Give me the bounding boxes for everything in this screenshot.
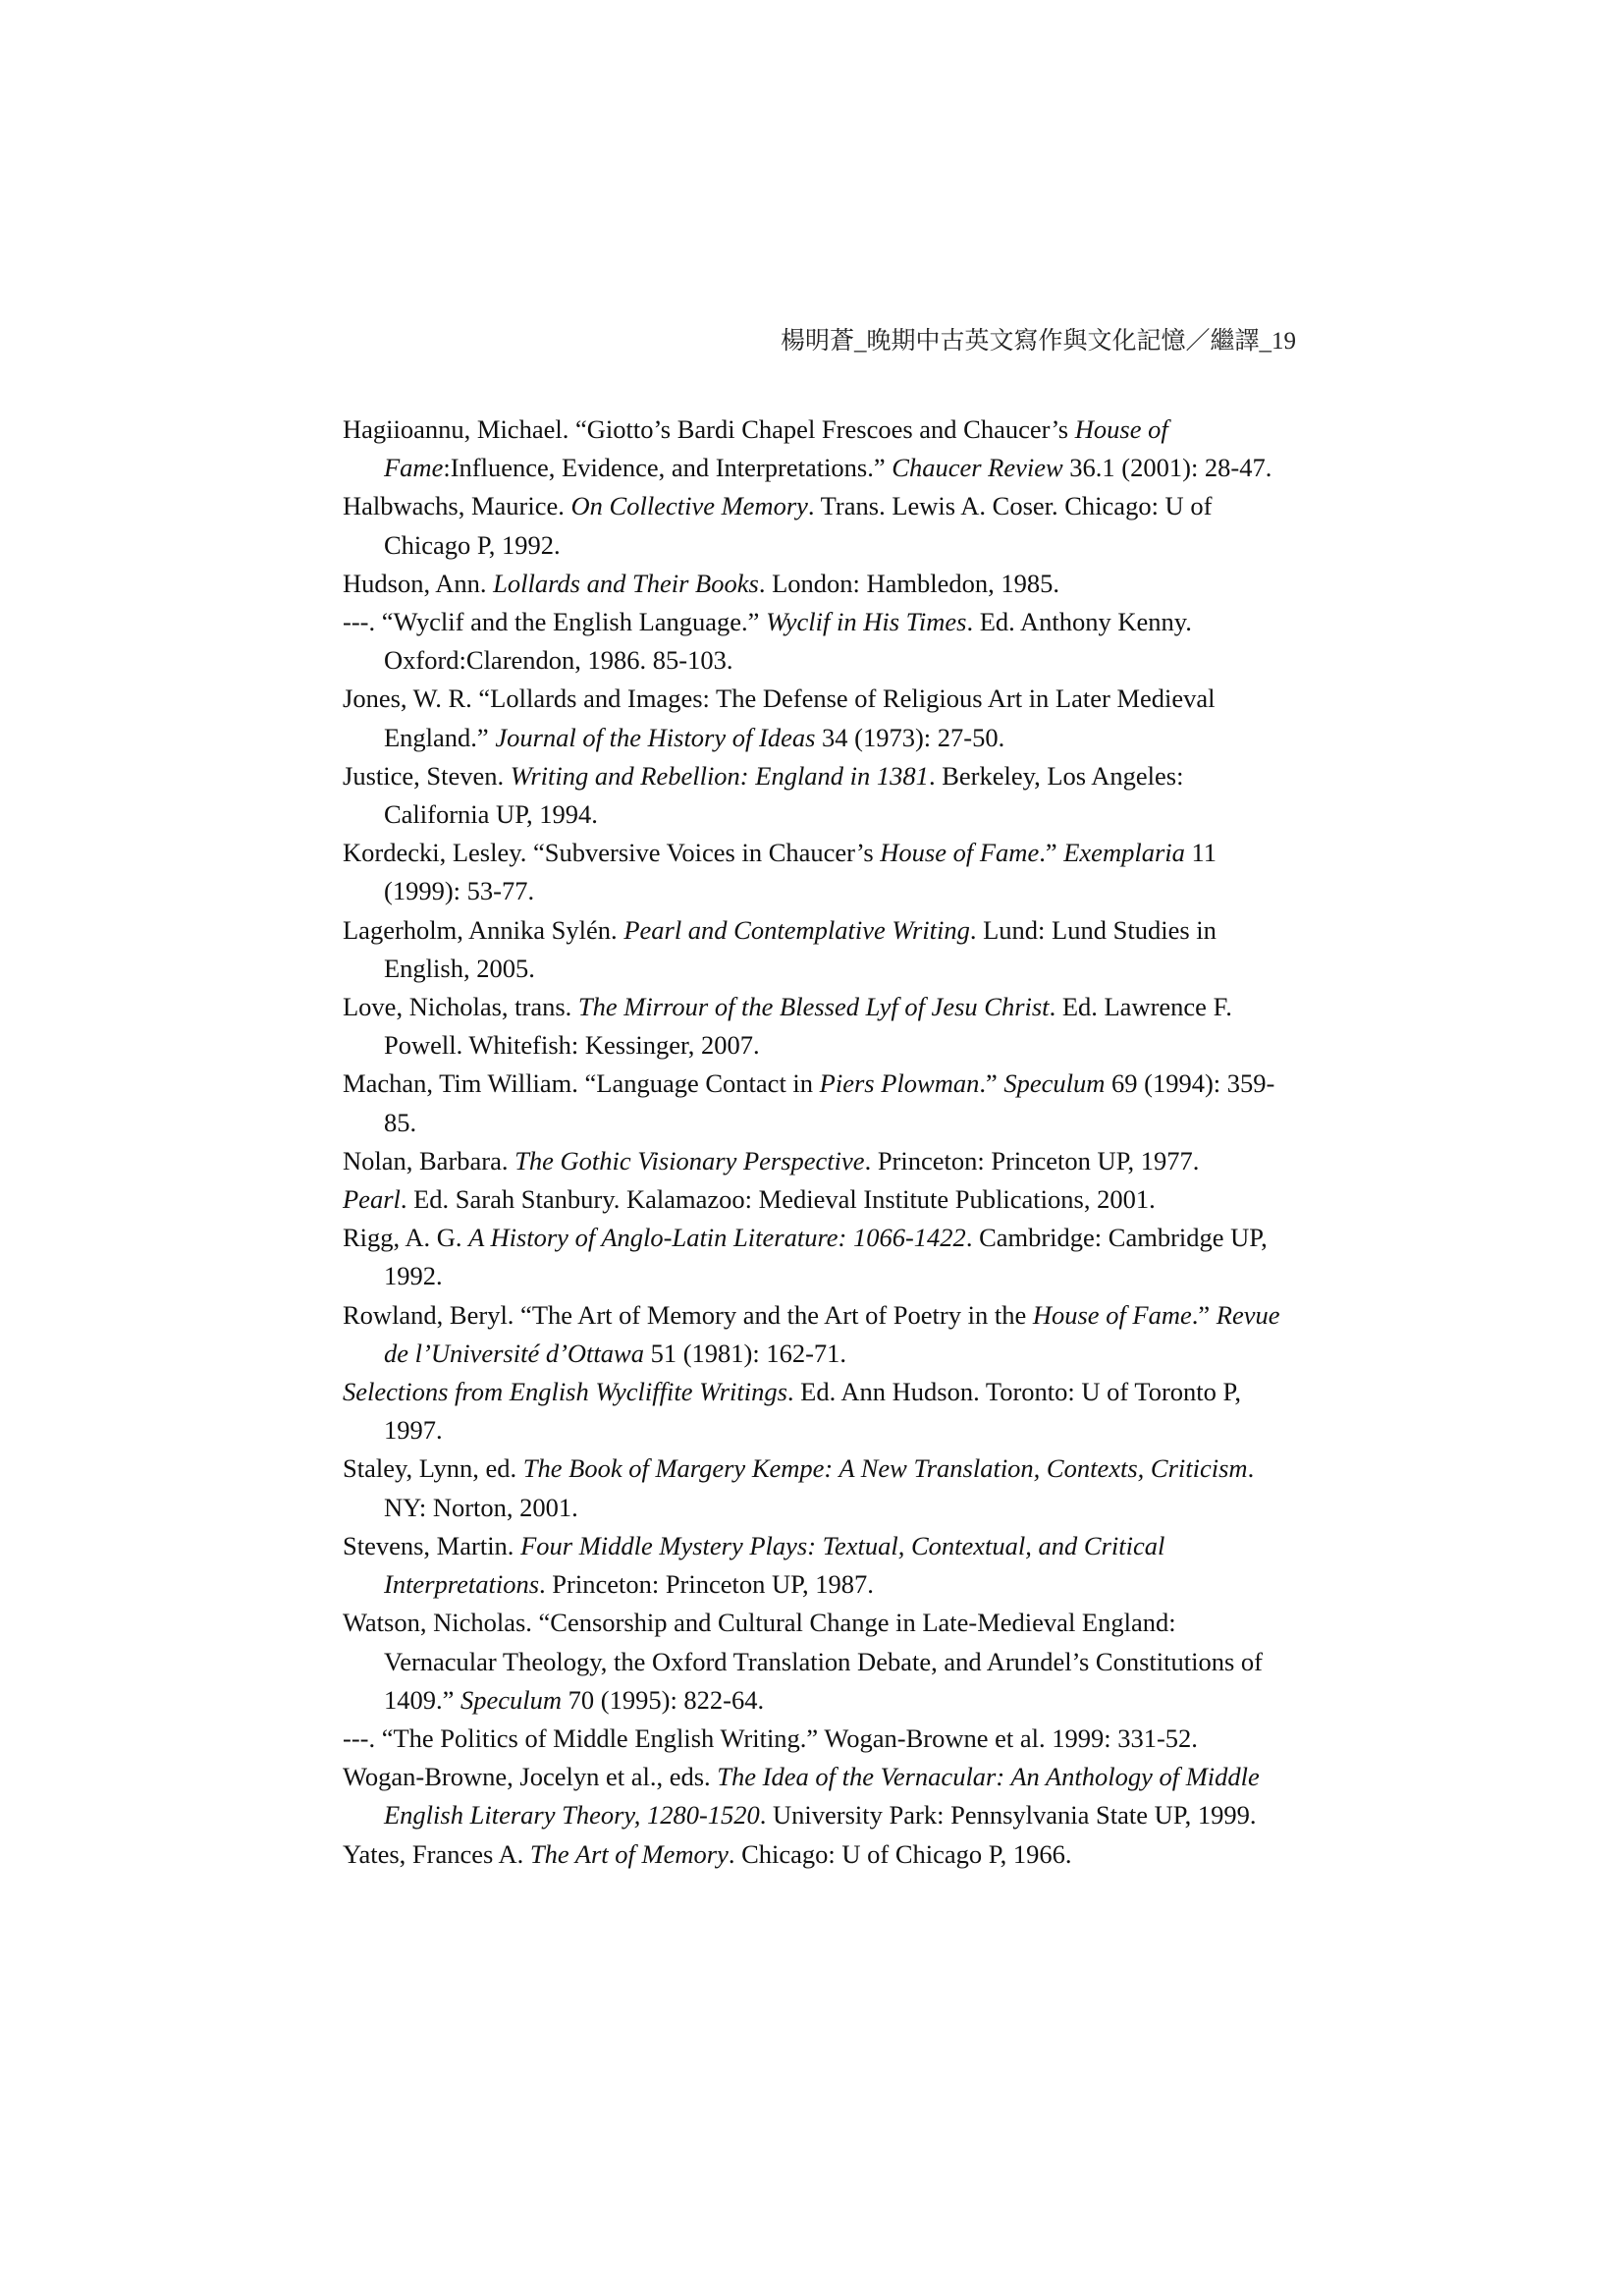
entry-text: Jones, W. R. “Lollards and Images: The Defense of Religious Art in Later Medieval England.” [343, 683, 1216, 752]
entry-text: . Ed. Ann Hudson. Toronto: U of Toronto P, 1997. [384, 1377, 1241, 1446]
entry-text: Wogan-Browne, Jocelyn et al., eds. [343, 1762, 718, 1792]
entry-title-italic: House of Fame [384, 414, 1168, 483]
entry-text: . NY: Norton, 2001. [384, 1453, 1255, 1522]
entry-text: 34 (1973): 27-50. [815, 722, 1005, 752]
entry-text: . Lund: Lund Studies in English, 2005. [384, 914, 1217, 983]
entry-text: ---. “Wyclif and the English Language.” [343, 607, 767, 637]
entry-title-italic: Speculum [1003, 1068, 1106, 1099]
entry-title-italic: The Mirrour of the Blessed Lyf of Jesu Christ [577, 992, 1050, 1022]
entry-title-italic: Selections from English Wycliffite Writings [343, 1377, 787, 1407]
entry-text: . University Park: Pennsylvania State UP, 1999. [759, 1800, 1257, 1831]
entry-title-italic: Four Middle Mystery Plays: Textual, Contextual, and Critical Interpretations [384, 1530, 1165, 1600]
entry-text: . Ed. Anthony Kenny. Oxford:Clarendon, 1986. 85-103. [384, 607, 1192, 676]
bibliography-entry [343, 1180, 1291, 1219]
entry-text: 69 (1994): 359-85. [384, 1068, 1275, 1137]
entry-text: . Chicago: U of Chicago P, 1966. [728, 1838, 1072, 1869]
entry-text: :Influence, Evidence, and Interpretations.” [443, 453, 893, 483]
entry-title-italic: The Art of Memory [529, 1838, 729, 1869]
entry-text: Nolan, Barbara. [343, 1145, 515, 1175]
bibliography-entry [343, 1142, 1291, 1180]
entry-title-italic: House of Fame [1032, 1299, 1192, 1330]
bibliography-entry [343, 1065, 1291, 1141]
bibliography-entry [343, 834, 1291, 910]
entry-text: 51 (1981): 162-71. [643, 1338, 847, 1368]
entry-title-italic: The Idea of the Vernacular: An Anthology of Middle English Literary Theory, 1280-1520 [384, 1762, 1260, 1831]
entry-text: . Princeton: Princeton UP, 1977. [864, 1145, 1200, 1175]
entry-text: Hudson, Ann. [343, 568, 494, 598]
entry-title-italic: Exemplaria [1063, 838, 1185, 868]
entry-text: .” [1191, 1299, 1217, 1330]
entry-title-italic: A History of Anglo-Latin Literature: 1066-1422 [468, 1223, 966, 1253]
bibliography-entry [343, 487, 1291, 564]
entry-title-italic: House of Fame [880, 838, 1040, 868]
entry-text: 11 (1999): 53-77. [384, 838, 1217, 906]
entry-title-italic: Lollards and Their Books [493, 568, 759, 598]
bibliography-entry [343, 988, 1291, 1065]
entry-title-italic: Journal of the History of Ideas [495, 722, 816, 752]
entry-title-italic: On Collective Memory [570, 491, 808, 521]
entry-text: Rigg, A. G. [343, 1223, 469, 1253]
bibliography-entry [343, 1527, 1291, 1604]
entry-text: Rowland, Beryl. “The Art of Memory and the Art of Poetry in the [343, 1299, 1033, 1330]
entry-title-italic: The Book of Margery Kempe: A New Translation, Contexts, Criticism [522, 1453, 1248, 1484]
entry-text: Halbwachs, Maurice. [343, 491, 571, 521]
bibliography-entry [343, 911, 1291, 988]
entry-text: . Princeton: Princeton UP, 1987. [539, 1569, 874, 1600]
entry-title-italic: Wyclif in His Times [766, 607, 967, 637]
entry-text: . Ed. Lawrence F. Powell. Whitefish: Kessinger, 2007. [384, 992, 1232, 1061]
running-header: 楊明蒼_晚期中古英文寫作與文化記憶／繼譯_19 [780, 328, 1296, 355]
bibliography-entry [343, 1758, 1291, 1834]
bibliography-entry [343, 565, 1291, 603]
entry-text: 70 (1995): 822-64. [562, 1684, 765, 1715]
bibliography-entry [343, 1373, 1291, 1449]
entry-text: Machan, Tim William. “Language Contact in [343, 1068, 820, 1099]
entry-text: . London: Hambledon, 1985. [758, 568, 1059, 598]
entry-text: .” [979, 1068, 1004, 1099]
entry-text: ---. “The Politics of Middle English Writing.” Wogan-Browne et al. 1999: 331-52. [343, 1722, 1198, 1753]
entry-text: Kordecki, Lesley. “Subversive Voices in Chaucer’s [343, 838, 881, 868]
entry-title-italic: Pearl and Contemplative Writing [623, 914, 970, 945]
bibliography-entry [343, 1720, 1291, 1758]
entry-text: Hagiioannu, Michael. “Giotto’s Bardi Chapel Frescoes and Chaucer’s [343, 414, 1075, 444]
bibliography-entry [343, 1604, 1291, 1720]
bibliography-list [343, 410, 1291, 1874]
bibliography-entry [343, 1835, 1291, 1874]
entry-text: . Ed. Sarah Stanbury. Kalamazoo: Medieval Institute Publications, 2001. [400, 1184, 1156, 1215]
entry-text: Watson, Nicholas. “Censorship and Cultural Change in Late-Medieval England: Vernacular Theology, the Oxford Translation Debate, and Arundel’s Constitutions of 1409.” [343, 1608, 1263, 1715]
entry-title-italic: Pearl [343, 1184, 401, 1215]
entry-title-italic: The Gothic Visionary Perspective [514, 1145, 865, 1175]
entry-title-italic: Writing and Rebellion: England in 1381 [510, 760, 929, 791]
bibliography-entry [343, 1296, 1291, 1373]
entry-title-italic: Piers Plowman [819, 1068, 980, 1099]
entry-text: 36.1 (2001): 28-47. [1062, 453, 1272, 483]
entry-text: .” [1039, 838, 1064, 868]
entry-text: Justice, Steven. [343, 760, 511, 791]
bibliography-entry [343, 757, 1291, 834]
entry-title-italic: Speculum [460, 1684, 563, 1715]
bibliography-entry [343, 1219, 1291, 1295]
entry-text: Love, Nicholas, trans. [343, 992, 578, 1022]
entry-text: Staley, Lynn, ed. [343, 1453, 523, 1484]
entry-text: . Cambridge: Cambridge UP, 1992. [384, 1223, 1268, 1291]
entry-text: Stevens, Martin. [343, 1530, 521, 1560]
entry-text: . Trans. Lewis A. Coser. Chicago: U of Chicago P, 1992. [384, 491, 1213, 560]
entry-title-italic: Revue de l’Université d’Ottawa [384, 1299, 1280, 1368]
entry-text: Lagerholm, Annika Sylén. [343, 914, 624, 945]
bibliography-entry [343, 410, 1291, 487]
bibliography-entry [343, 1449, 1291, 1526]
bibliography-entry [343, 603, 1291, 680]
entry-text: Yates, Frances A. [343, 1838, 530, 1869]
entry-text: . Berkeley, Los Angeles: California UP, 1994. [384, 760, 1184, 830]
entry-title-italic: Chaucer Review [892, 453, 1063, 483]
bibliography-entry [343, 680, 1291, 756]
